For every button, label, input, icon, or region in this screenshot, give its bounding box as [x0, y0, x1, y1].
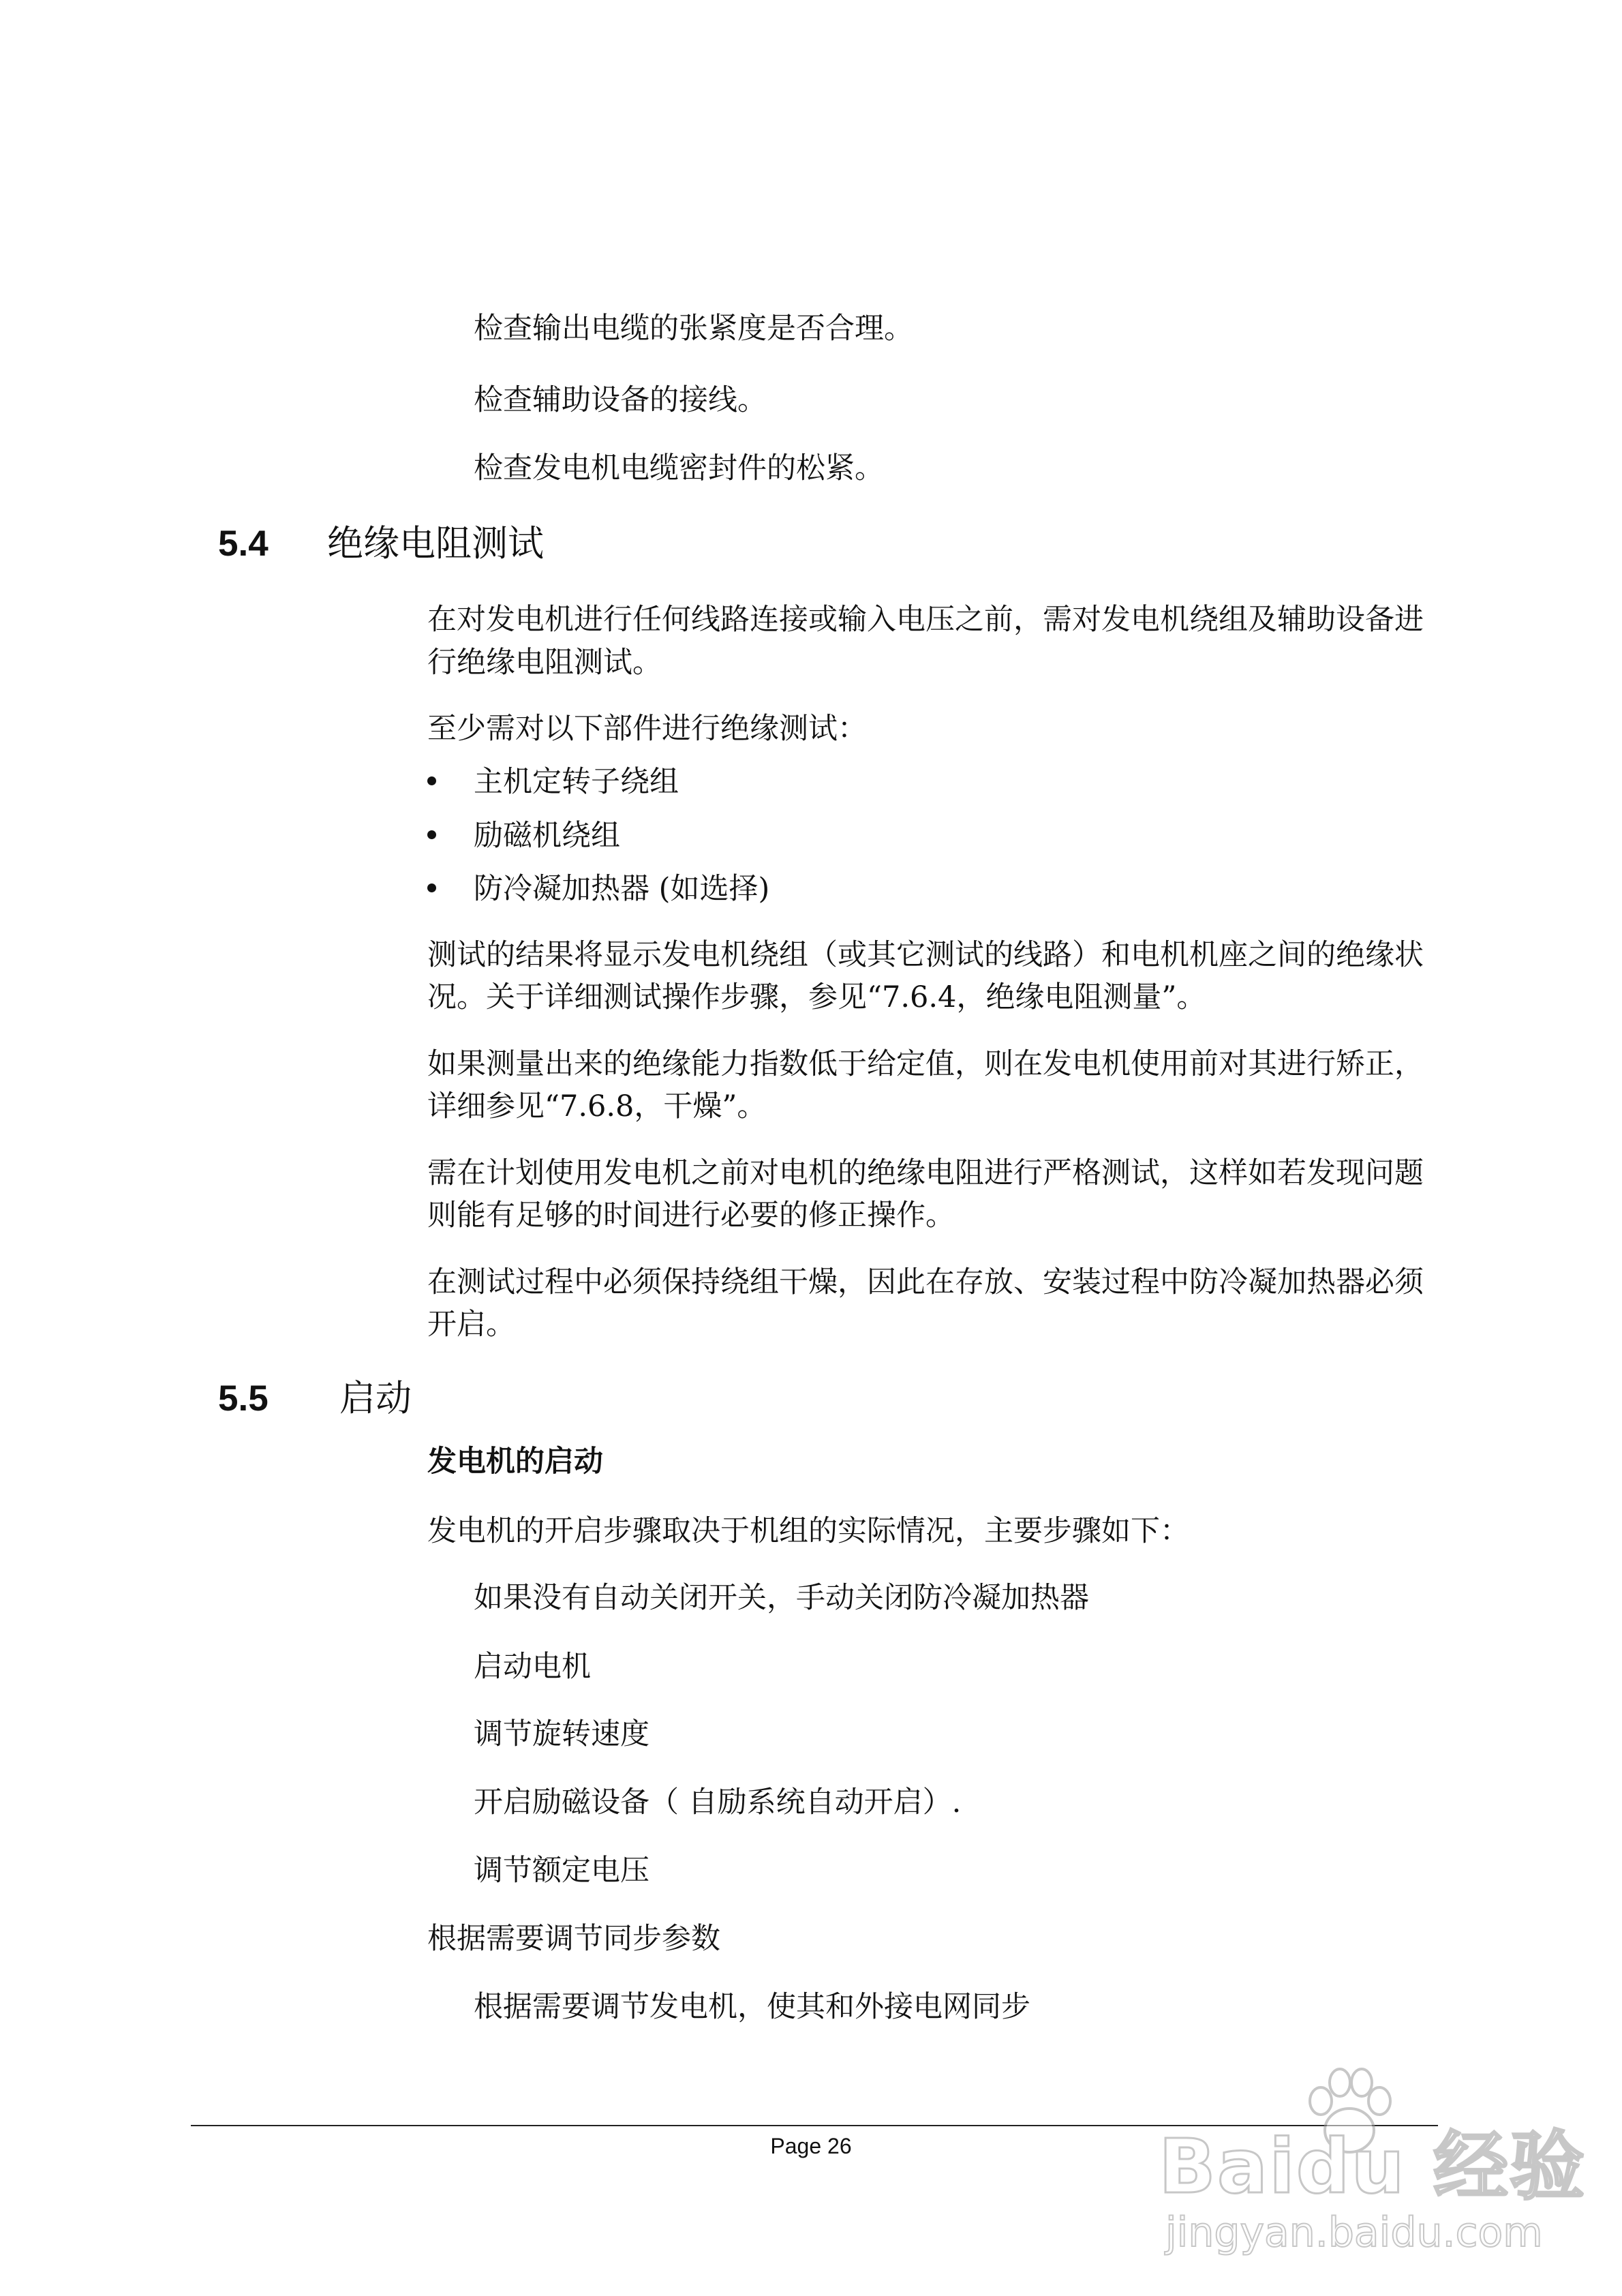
- insulation-para-2: 如果测量出来的绝缘能力指数低于给定值，则在发电机使用前对其进行矫正，详细参见“7.6.8，干燥”。: [427, 1047, 1424, 1123]
- bullet-icon: [427, 776, 436, 785]
- section-title: 绝缘电阻测试: [327, 523, 544, 564]
- watermark-url: jingyan.baidu.com: [1165, 2209, 1543, 2256]
- baidu-watermark: [1152, 2059, 1587, 2284]
- startup-step: 如果没有自动关闭开关，手动关闭防冷凝加热器: [474, 1581, 1089, 1615]
- section-number: 5.5: [218, 1378, 269, 1419]
- check-aux-wiring: 检查辅助设备的接线。: [474, 383, 767, 417]
- sync-lead: 根据需要调节同步参数: [427, 1922, 720, 1956]
- insulation-lead: 至少需对以下部件进行绝缘测试：: [427, 712, 867, 746]
- insulation-para-1: 测试的结果将显示发电机绕组（或其它测试的线路）和电机机座之间的绝缘状况。关于详细测试操作步骤，参见“7.6.4，绝缘电阻测量”。: [427, 938, 1424, 1014]
- startup-step: 调节旋转速度: [474, 1717, 649, 1751]
- bullet-icon: [427, 883, 436, 892]
- startup-step: 开启励磁设备（ 自励系统自动开启）.: [474, 1785, 962, 1819]
- startup-step: 调节额定电压: [474, 1854, 649, 1888]
- insulation-intro: 在对发电机进行任何线路连接或输入电压之前，需对发电机绕组及辅助设备进行绝缘电阻测试。: [427, 603, 1424, 680]
- bullet-icon: [427, 830, 436, 839]
- sync-step: 根据需要调节发电机，使其和外接电网同步: [474, 1990, 1030, 2024]
- section-5-4-heading: [218, 520, 1445, 568]
- insulation-para-4: 在测试过程中必须保持绕组干燥，因此在存放、安装过程中防冷凝加热器必须开启。: [427, 1265, 1424, 1342]
- check-cable-seal: 检查发电机电缆密封件的松紧。: [474, 451, 884, 485]
- check-cable-tension: 检查输出电缆的张紧度是否合理。: [474, 312, 913, 346]
- startup-lead: 发电机的开启步骤取决于机组的实际情况，主要步骤如下：: [427, 1514, 1189, 1548]
- page-number: Page 26: [770, 2134, 852, 2158]
- section-title: 启动: [339, 1378, 412, 1419]
- section-number: 5.4: [218, 524, 269, 564]
- startup-subheading: 发电机的启动: [427, 1445, 603, 1479]
- watermark-logo: Baidu 经验: [1159, 2123, 1587, 2210]
- startup-step: 启动电机: [474, 1650, 591, 1684]
- section-5-5-heading: [218, 1375, 1445, 1423]
- insulation-para-3: 需在计划使用发电机之前对电机的绝缘电阻进行严格测试，这样如若发现问题则能有足够的时间进行必要的修正操作。: [427, 1156, 1424, 1233]
